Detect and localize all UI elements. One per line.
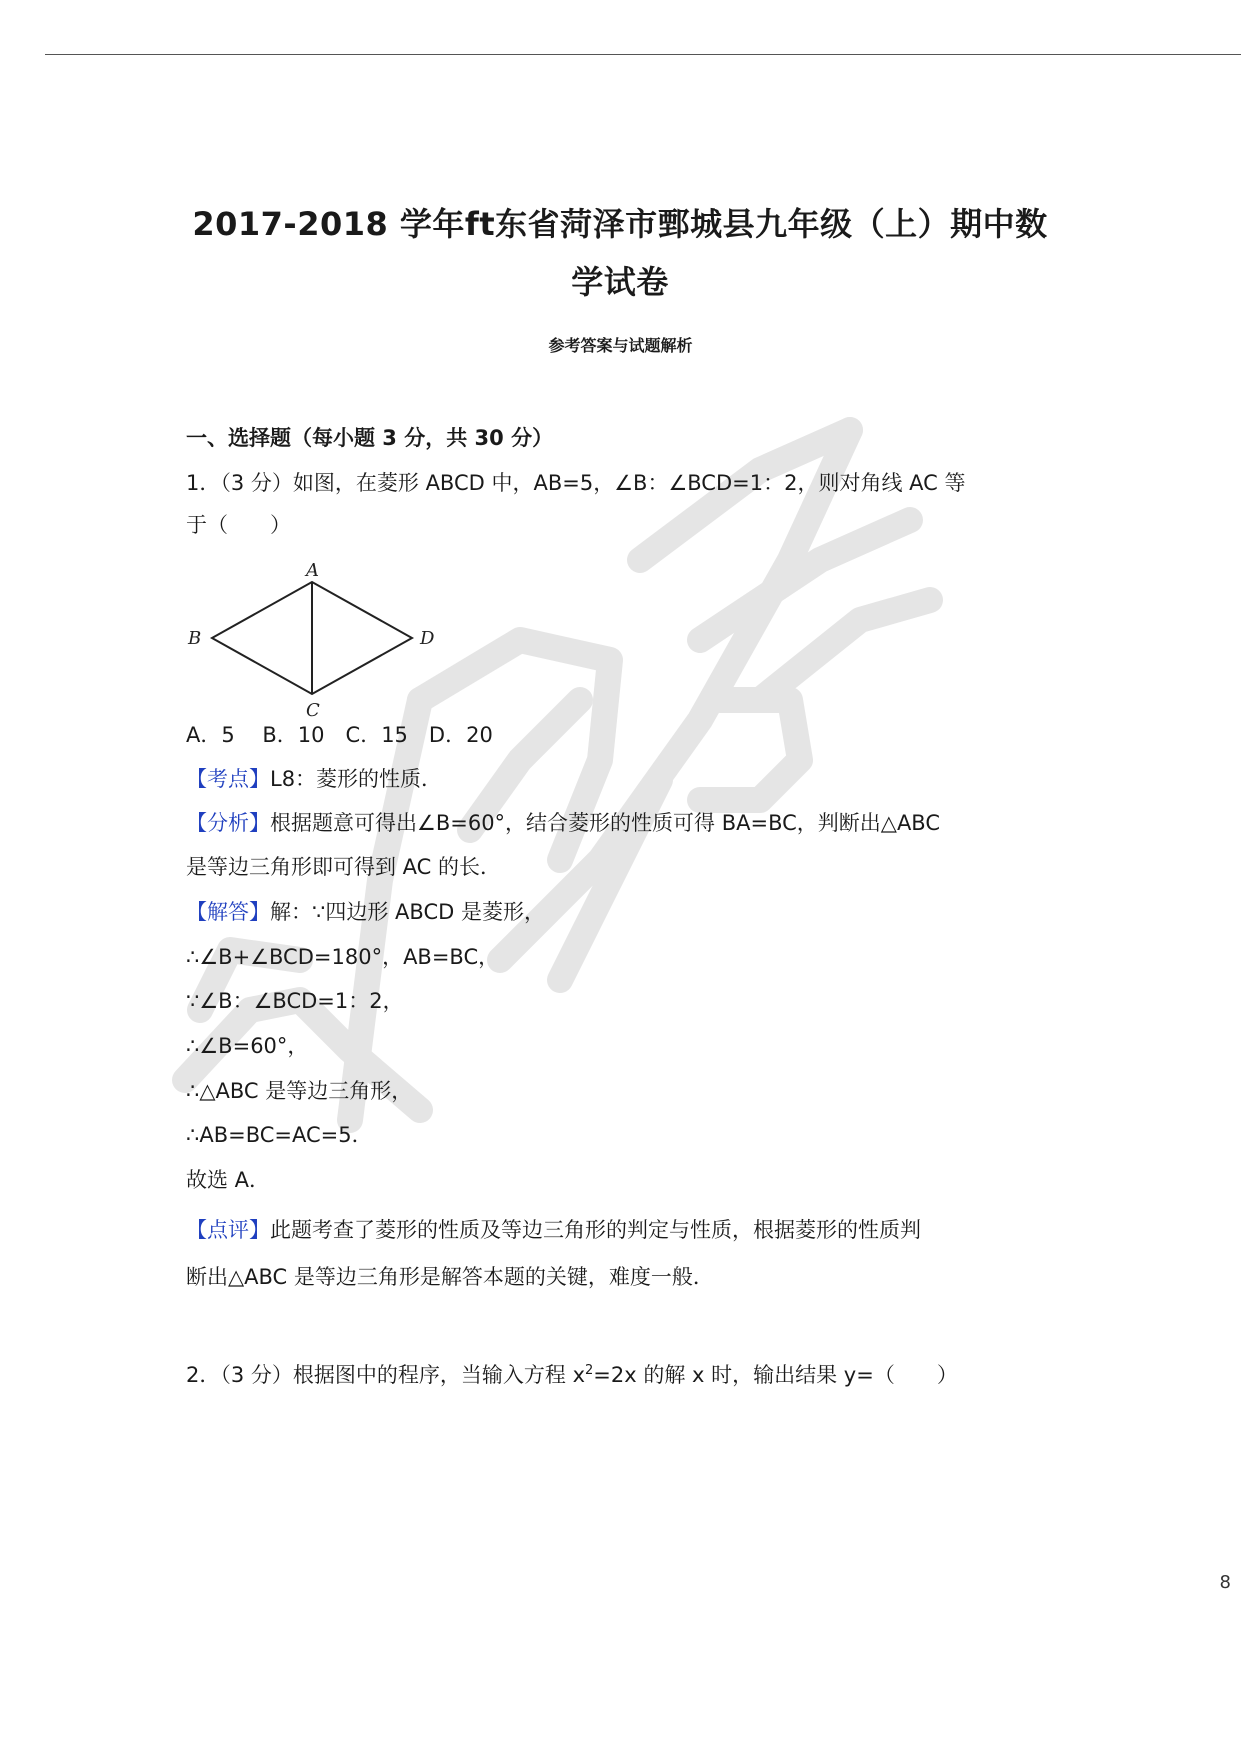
dianping-text1: 此题考查了菱形的性质及等边三角形的判定与性质，根据菱形的性质判: [270, 1218, 921, 1242]
jieda-step: ∴∠B+∠BCD=180°，AB=BC，: [186, 945, 500, 969]
fenxi-line2: 是等边三角形即可得到 AC 的长．: [186, 855, 502, 879]
header-rule: [45, 54, 1241, 55]
q1-options: A．5 B．10 C．15 D．20: [186, 723, 493, 747]
dianping-line2: 断出△ABC 是等边三角形是解答本题的关键，难度一般．: [186, 1265, 714, 1289]
subtitle: 参考答案与试题解析: [548, 336, 693, 355]
q2-stem-pre: 2．（3 分）根据图中的程序，当输入方程 x: [186, 1363, 585, 1387]
q1-stem-line1: 1．（3 分）如图，在菱形 ABCD 中，AB=5，∠B：∠BCD=1：2，则对角线 AC 等: [186, 471, 966, 495]
q2-exponent: 2: [585, 1363, 594, 1378]
page-title-line2: 学试卷: [571, 263, 669, 301]
vertex-label-c: C: [306, 700, 320, 721]
q1-stem-line2: 于（ ）: [186, 513, 291, 537]
section-heading: 一、选择题（每小题 3 分，共 30 分）: [186, 426, 554, 450]
jieda-step: ∵∠B：∠BCD=1：2，: [186, 989, 404, 1013]
vertex-label-d: D: [420, 628, 435, 649]
q2-stem: [186, 1356, 958, 1390]
kaodian-text: L8：菱形的性质．: [270, 767, 443, 791]
rhombus-figure: [184, 562, 444, 722]
fenxi-tag: 【分析】: [186, 811, 270, 835]
jieda-step: ∴△ABC 是等边三角形，: [186, 1079, 413, 1103]
jieda-line: [186, 897, 545, 927]
jieda-text: 解：∵四边形 ABCD 是菱形，: [270, 900, 545, 924]
vertex-label-a: A: [306, 562, 319, 581]
jieda-step: ∴AB=BC=AC=5．: [186, 1123, 373, 1147]
fenxi-text1: 根据题意可得出∠B=60°，结合菱形的性质可得 BA=BC，判断出△ABC: [270, 811, 941, 835]
page-number: 8: [1219, 1572, 1231, 1593]
page-title-line1: 2017-2018 学年ft东省菏泽市鄄城县九年级（上）期中数: [192, 205, 1048, 243]
dianping-tag: 【点评】: [186, 1218, 270, 1242]
q2-stem-post: =2x 的解 x 时，输出结果 y=（ ）: [593, 1363, 958, 1387]
vertex-label-b: B: [188, 628, 202, 649]
fenxi-line1: [186, 808, 940, 838]
kaodian-tag: 【考点】: [186, 767, 270, 791]
jieda-tag: 【解答】: [186, 900, 270, 924]
jieda-step: 故选 A．: [186, 1168, 271, 1192]
jieda-step: ∴∠B=60°，: [186, 1034, 309, 1058]
kaodian-line: [186, 764, 442, 794]
dianping-line1: [186, 1215, 921, 1245]
